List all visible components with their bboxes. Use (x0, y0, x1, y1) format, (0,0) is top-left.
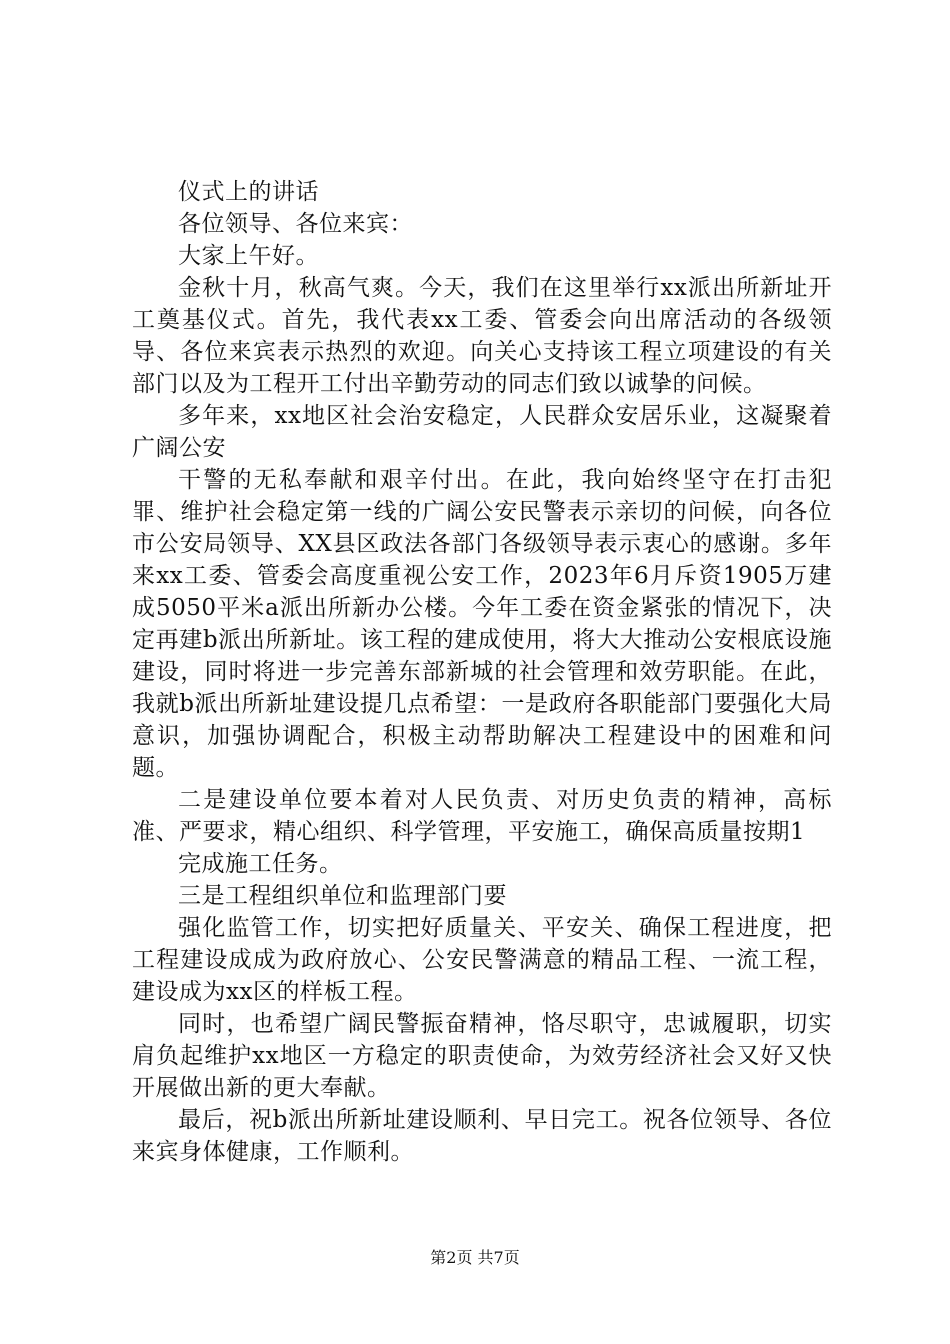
paragraph-security: 多年来，xx地区社会治安稳定，人民群众安居乐业，这凝聚着广阔公安 (132, 403, 832, 461)
paragraph-supervision: 强化监管工作，切实把好质量关、平安关、确保工程进度，把工程建设成成为政府放心、公安民警满意的精品工程、一流工程，建设成为xx区的样板工程。 (132, 915, 832, 1005)
document-body (132, 176, 832, 1168)
greeting: 大家上午好。 (178, 243, 319, 269)
paragraph-police-thanks: 干警的无私奉献和艰辛付出。在此，我向始终坚守在打击犯罪、维护社会稳定第一线的广阔公安民警表示亲切的问候，向各位市公安局领导、XX县区政法各部门各级领导表示衷心的感谢。多年来xx工委、管委会高度重视公安工作，2023年6月斥资1905万建成5050平米a派出所新办公楼。今年工委在资金紧张的情况下，决定再建b派出所新址。该工程的建成使用，将大大推动公安根底设施建设，同时将进一步完善东部新城的社会管理和效劳职能。在此，我就b派出所新址建设提几点希望：一是政府各职能部门要强化大局意识，加强协调配合，积极主动帮助解决工程建设中的困难和问题。 (132, 467, 832, 781)
paragraph-hope-2: 二是建设单位要本着对人民负责、对历史负责的精神，高标准、严要求，精心组织、科学管理，平安施工，确保高质量按期1 (132, 787, 832, 845)
page-number-footer: 第2页 共7页 (430, 1248, 520, 1267)
paragraph-opening: 金秋十月，秋高气爽。今天，我们在这里举行xx派出所新址开工奠基仪式。首先，我代表xx工委、管委会向出席活动的各级领导、各位来宾表示热烈的欢迎。向关心支持该工程立项建设的有关部门以及为工程开工付出辛勤劳动的同志们致以诚挚的问候。 (132, 275, 832, 397)
paragraph-closing: 最后，祝b派出所新址建设顺利、早日完工。祝各位领导、各位来宾身体健康，工作顺利。 (132, 1107, 832, 1165)
paragraph-police-hope: 同时，也希望广阔民警振奋精神，恪尽职守，忠诚履职，切实肩负起维护xx地区一方稳定的职责使命，为效劳经济社会又好又快开展做出新的更大奉献。 (132, 1011, 832, 1101)
paragraph-hope-3: 三是工程组织单位和监理部门要 (178, 883, 507, 909)
paragraph-complete-task: 完成施工任务。 (178, 851, 343, 877)
speech-title: 仪式上的讲话 (178, 179, 319, 205)
salutation: 各位领导、各位来宾： (178, 211, 413, 237)
